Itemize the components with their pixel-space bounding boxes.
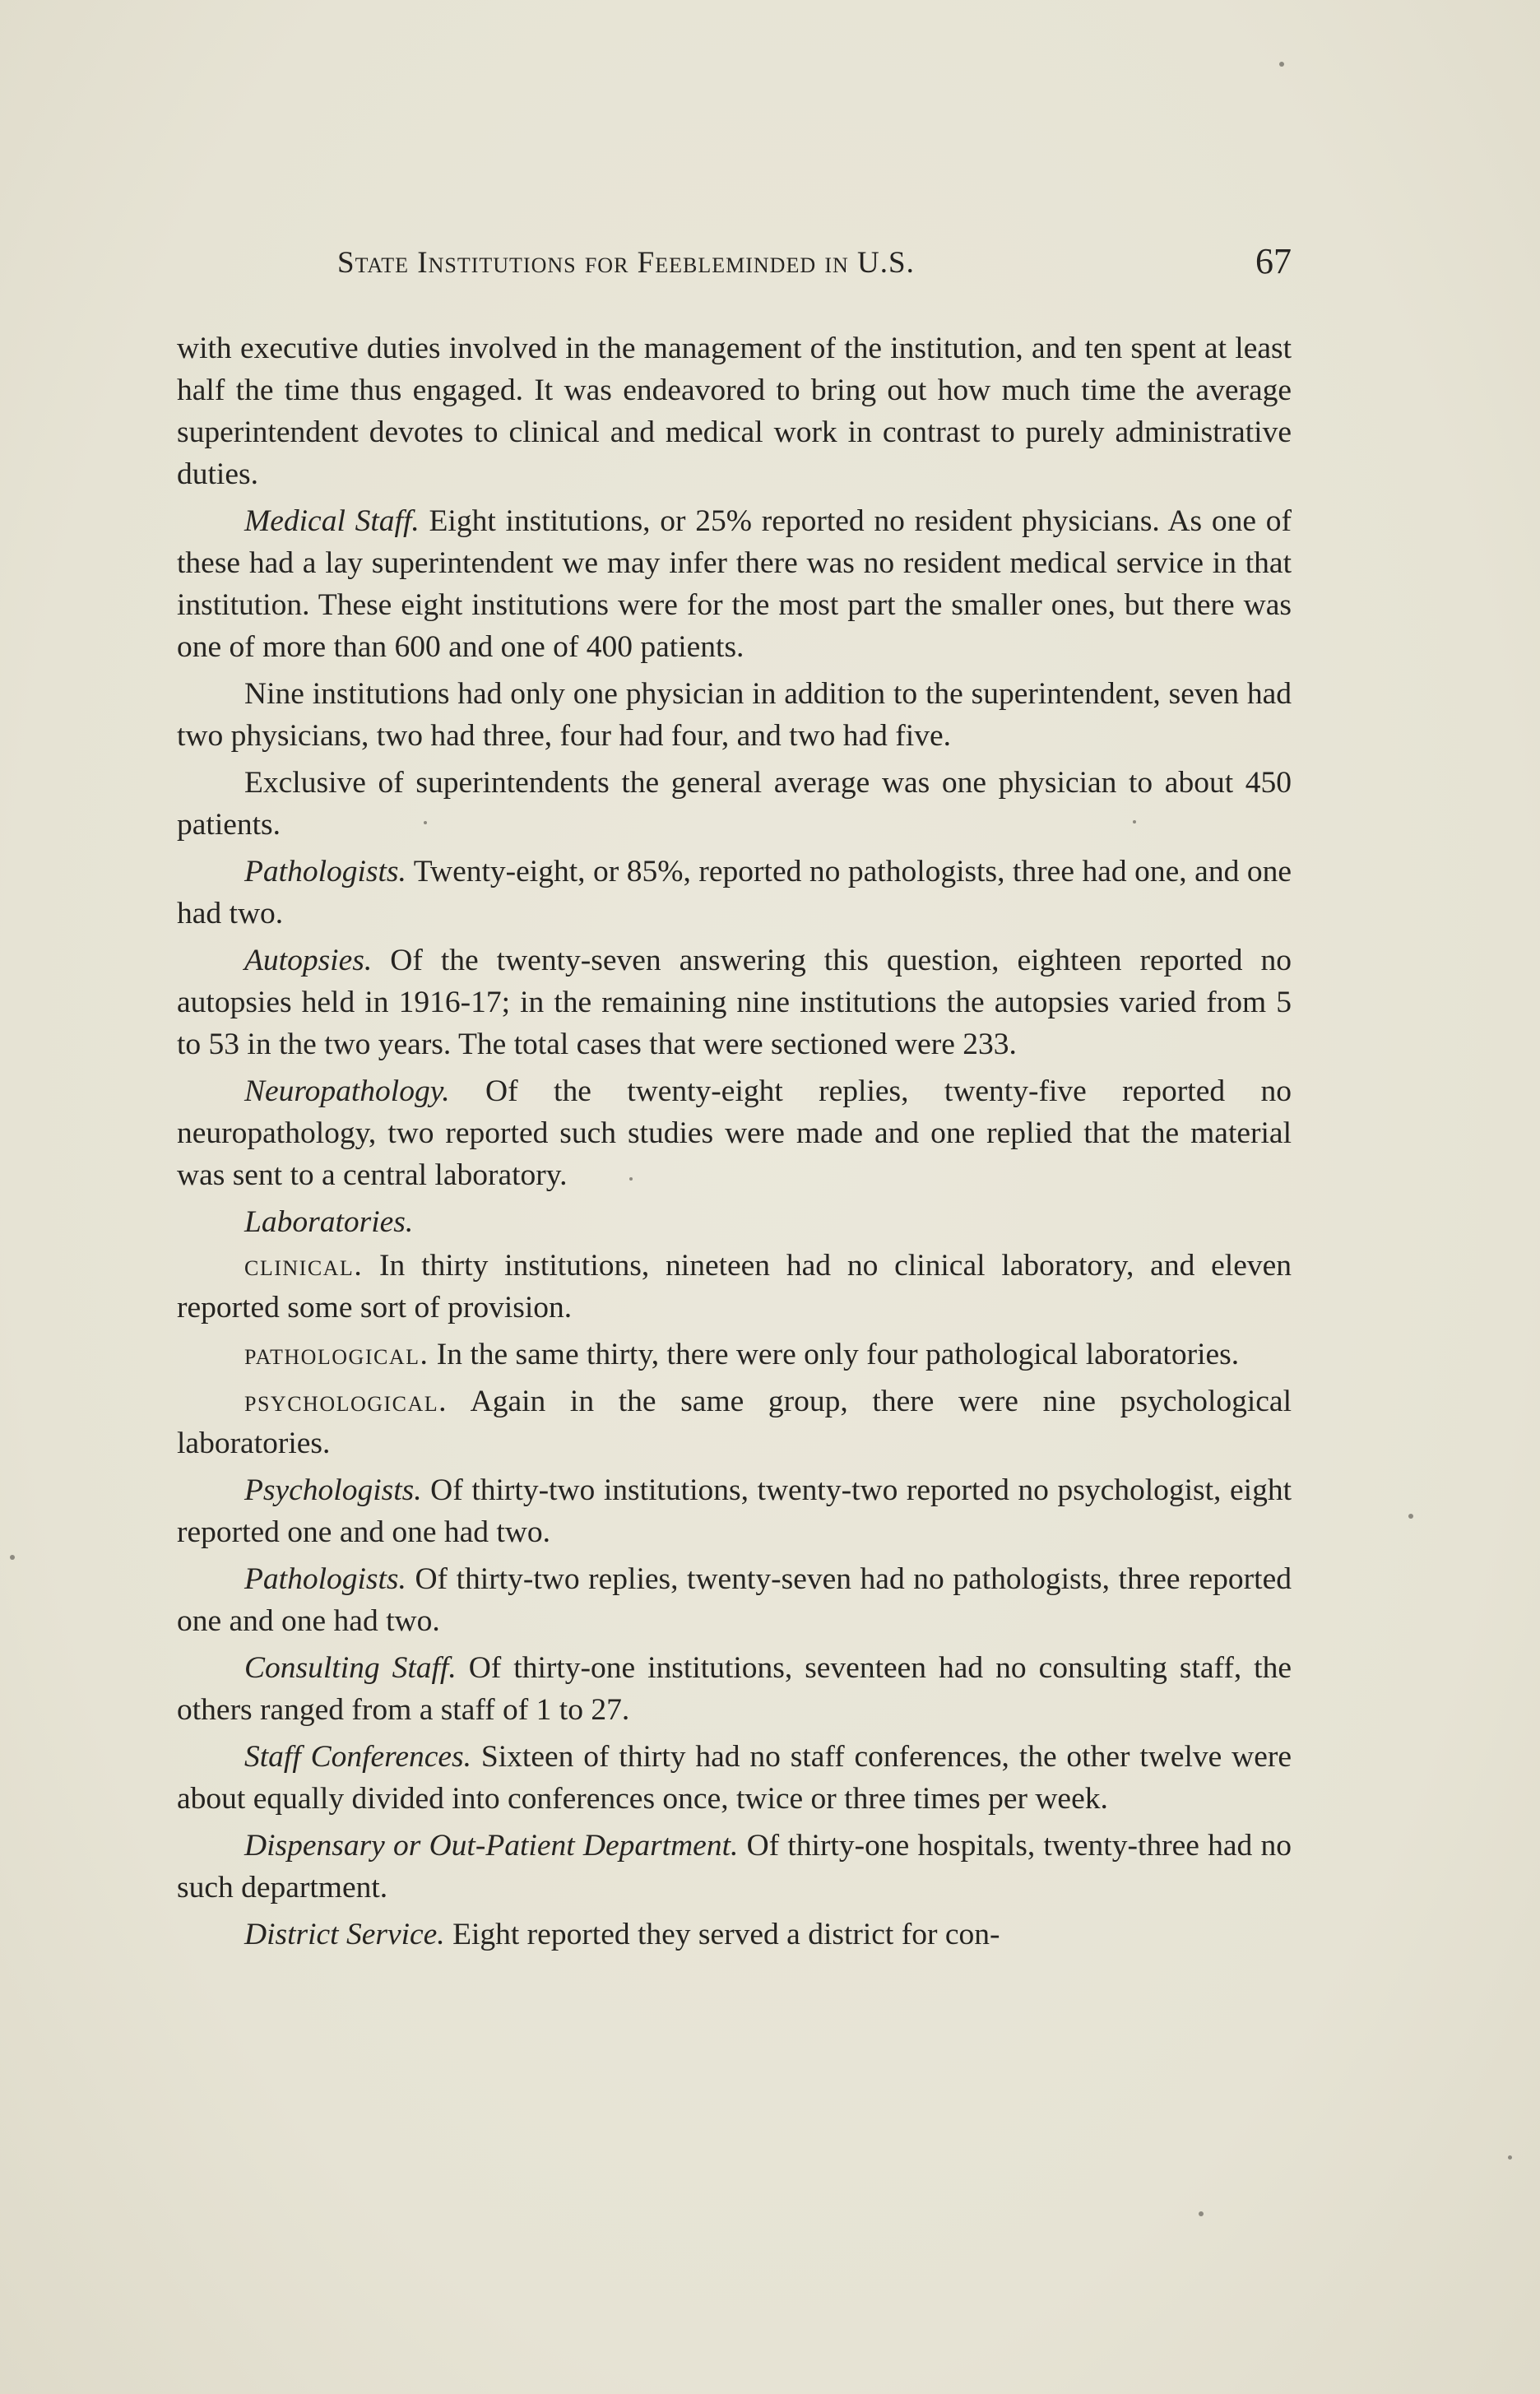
paragraph-text: Of thirty-one hospitals, twenty-three had no such department. xyxy=(177,1829,1292,1905)
paragraph xyxy=(177,762,1292,846)
paragraph-text: Exclusive of superintendents the general average was one physician to about 450 patients. xyxy=(177,766,1292,842)
paragraph-text: Of thirty-one institutions, seventeen had no consulting staff, the others ranged from a staff of 1 to 27. xyxy=(177,1651,1292,1727)
paragraph xyxy=(177,940,1292,1065)
body-text xyxy=(177,327,1292,1960)
scan-speck xyxy=(1508,2155,1512,2160)
paragraph xyxy=(177,1245,1292,1329)
paragraph-text: Of the twenty-seven answering this question, eighteen reported no autopsies held in 1916-17; in the remaining nine institutions the autopsies varied from 5 to 53 in the two years. The total cases that were sectioned were 233. xyxy=(177,944,1292,1061)
paragraph-text: Again in the same group, there were nine psychological laboratories. xyxy=(177,1385,1292,1460)
paragraph-lead: Psychologists. xyxy=(244,1473,422,1507)
scan-speck xyxy=(10,1555,15,1560)
paragraph xyxy=(177,1647,1292,1731)
paragraph xyxy=(177,1334,1292,1376)
paragraph-text: In thirty institutions, nineteen had no clinical laboratory, and eleven reported some sort of provision. xyxy=(177,1249,1292,1325)
paragraph xyxy=(177,1825,1292,1909)
paragraph xyxy=(177,1558,1292,1642)
paragraph-lead: Medical Staff. xyxy=(244,504,420,538)
running-title: State Institutions for Feebleminded in U.S. xyxy=(337,246,915,280)
paragraph xyxy=(177,1914,1292,1956)
paragraph xyxy=(177,1201,1292,1243)
scan-speck xyxy=(1408,1514,1413,1519)
page-header xyxy=(177,241,1292,288)
paragraph-text: Eight institutions, or 25% reported no resident physicians. As one of these had a lay superintendent we may infer there was no resident medical service in that institution. These eight institutions were for the most part the smaller ones, but there was one of more than 600 and one of 400 patients. xyxy=(177,504,1292,664)
paragraph-lead: Neuropathology. xyxy=(244,1074,450,1108)
paragraph-subhead: clinical. xyxy=(244,1249,364,1283)
paragraph-lead: District Service. xyxy=(244,1918,445,1951)
paragraph xyxy=(177,1469,1292,1553)
paragraph xyxy=(177,1380,1292,1464)
paragraph-text: Of thirty-two replies, twenty-seven had no pathologists, three reported one and one had two. xyxy=(177,1562,1292,1638)
paragraph-lead: Pathologists. xyxy=(244,855,406,888)
scan-speck xyxy=(424,821,427,824)
paragraph-text: Twenty-eight, or 85%, reported no pathologists, three had one, and one had two. xyxy=(177,855,1292,930)
paragraph-text: In the same thirty, there were only four pathological laboratories. xyxy=(429,1338,1240,1371)
paragraph-lead: Autopsies. xyxy=(244,944,373,977)
scan-speck xyxy=(1199,2211,1204,2216)
paragraph-subhead: pathological. xyxy=(244,1338,429,1371)
paragraph-lead: Dispensary or Out-Patient Department. xyxy=(244,1829,739,1863)
paragraph-subhead: psychological. xyxy=(244,1385,448,1418)
paragraph xyxy=(177,327,1292,495)
paragraph-text: Eight reported they served a district for con- xyxy=(444,1918,1000,1951)
paragraph xyxy=(177,1736,1292,1820)
paragraph-lead: Pathologists. xyxy=(244,1562,406,1596)
paragraph-text: Of the twenty-eight replies, twenty-five reported no neuropathology, two reported such studies were made and one replied that the material was sent to a central laboratory. xyxy=(177,1074,1292,1192)
paragraph-text: Sixteen of thirty had no staff conferences, the other twelve were about equally divided into conferences once, twice or three times per week. xyxy=(177,1740,1292,1816)
paragraph xyxy=(177,673,1292,757)
paragraph-text: Of thirty-two institutions, twenty-two reported no psychologist, eight reported one and one had two. xyxy=(177,1473,1292,1549)
scan-speck xyxy=(1133,820,1136,824)
paragraph-lead: Laboratories. xyxy=(244,1205,414,1239)
scan-speck xyxy=(629,1177,633,1181)
paragraph-text: Nine institutions had only one physician in addition to the superintendent, seven had two physicians, two had three, four had four, and two had five. xyxy=(177,677,1292,753)
paragraph xyxy=(177,1070,1292,1196)
paragraph-lead: Staff Conferences. xyxy=(244,1740,472,1774)
paragraph-text: with executive duties involved in the management of the institution, and ten spent at least half the time thus engaged. It was endeavored to bring out how much time the average superintendent devotes to clinical and medical work in contrast to purely administrative duties. xyxy=(177,332,1292,491)
paragraph xyxy=(177,500,1292,668)
page-number: 67 xyxy=(1255,241,1292,281)
paragraph xyxy=(177,851,1292,935)
paragraph-lead: Consulting Staff. xyxy=(244,1651,457,1685)
scan-speck xyxy=(1279,62,1284,67)
